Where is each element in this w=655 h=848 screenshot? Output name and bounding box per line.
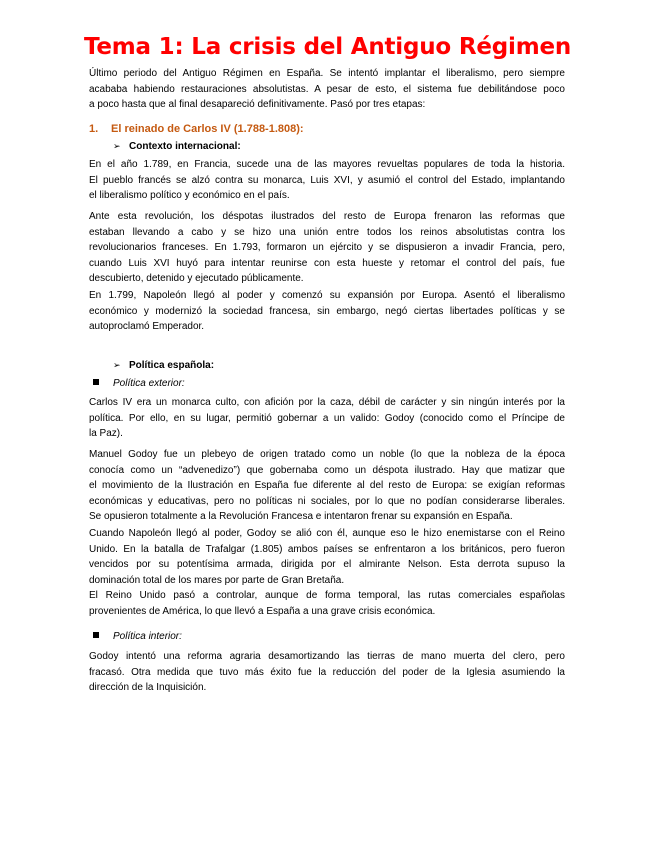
text-line: El Reino Unido pasó a controlar, aunque de forma temporal, las rutas comerciales españolas bbox=[89, 590, 565, 601]
text-line: Ante esta revolución, los déspotas ilustrados del resto de Europa frenaron las reformas que bbox=[89, 211, 565, 222]
text-line: cuando Luis XVI huyó para intentar reunirse con esta hueste y retomar el control del país, fue bbox=[89, 257, 565, 269]
section-heading-carlos-iv bbox=[89, 121, 304, 137]
text-line: descubierto, detenido y ejecutado públicamente. bbox=[89, 273, 304, 284]
text-line: dirección de la Inquisición. bbox=[89, 682, 207, 693]
bullet-politica-exterior bbox=[93, 376, 185, 391]
arrow-bullet-icon: ➢ bbox=[113, 360, 121, 370]
intro-paragraph bbox=[89, 66, 565, 113]
text-line: Carlos IV era un monarca culto, con afición por la caza, débil de carácter y sin ningún interés por la bbox=[89, 397, 565, 408]
paragraph-exterior-2 bbox=[89, 447, 565, 525]
text-line: la Paz). bbox=[89, 428, 123, 439]
text-line: vencidos por su potentísima armada, dirigida por el almirante Nelson. Esta derrota supuso la bbox=[89, 559, 565, 570]
text-line: económico y modernizó la sociedad francesa, sin embargo, negó ciertas libertades políticas y se bbox=[89, 305, 565, 317]
paragraph-exterior-3 bbox=[89, 526, 565, 588]
square-bullet-icon bbox=[93, 379, 99, 385]
text-line: acababa habiendo restauraciones absolutistas. A pesar de esto, el sistema fue debilitándose poco bbox=[89, 83, 565, 95]
page-title: Tema 1: La crisis del Antiguo Régimen bbox=[83, 34, 572, 60]
text-line: política. Por ello, en su lugar, permitió gobernar a un valido: Godoy (conocido como el Príncipe de bbox=[89, 412, 565, 424]
paragraph-interior bbox=[89, 649, 565, 696]
square-bullet-icon bbox=[93, 632, 99, 638]
text-line: El pueblo francés se alzó contra su monarca, Luis XVI, y asumió el control del Estado, implantando bbox=[89, 174, 565, 186]
text-line: provenientes de América, lo que llevó a España a una grave crisis económica. bbox=[89, 605, 436, 617]
section-number: 1. bbox=[89, 123, 99, 135]
text-line: económicas y educativas, pero no políticas ni sociales, por lo que no podían considerarse liberales. bbox=[89, 495, 565, 507]
text-line: autoproclamó Emperador. bbox=[89, 321, 205, 332]
paragraph-exterior-4 bbox=[89, 588, 565, 619]
subheading-label: Política española: bbox=[129, 360, 215, 371]
paragraph-contexto-3 bbox=[89, 288, 565, 335]
bullet-label: Política exterior: bbox=[113, 378, 185, 389]
bullet-politica-interior bbox=[93, 629, 182, 644]
arrow-bullet-icon: ➢ bbox=[113, 141, 121, 151]
text-line: dominación total de los mares por parte de Gran Bretaña. bbox=[89, 574, 345, 586]
section-heading-text: El reinado de Carlos IV (1.788-1.808): bbox=[111, 123, 304, 135]
subheading-contexto-internacional bbox=[113, 139, 241, 154]
subheading-politica-espanola bbox=[113, 358, 214, 373]
bullet-label: Política interior: bbox=[113, 631, 182, 642]
paragraph-exterior-1 bbox=[89, 395, 565, 442]
text-line: a poco hasta que al final desapareció definitivamente. Pasó por tres etapas: bbox=[89, 99, 426, 110]
text-line: Se opusieron totalmente a la Revolución Francesa e intentaron frenar su expansión en España. bbox=[89, 511, 513, 522]
text-line: el movimiento de la Ilustración en España fue diferente al del resto de Europa: se exigían reformas bbox=[89, 480, 565, 491]
subheading-label: Contexto internacional: bbox=[129, 141, 241, 152]
text-line: En el año 1.789, en Francia, sucede una de las mayores revueltas populares de toda la historia. bbox=[89, 159, 565, 170]
text-line: conocía como un “advenedizo”) que gobernaba como un déspota ilustrado. Hay que matizar que bbox=[89, 464, 565, 476]
text-line: estaban llevando a cabo y se hizo una unión entre todos los reinos absolutistas contra los bbox=[89, 226, 565, 238]
text-line: Unido. En la batalla de Trafalgar (1.805) ambos países se enfrentaron a los británicos, pero fueron bbox=[89, 543, 565, 555]
paragraph-contexto-1 bbox=[89, 157, 565, 204]
text-line: el liberalismo político y económico en el país. bbox=[89, 190, 290, 201]
text-line: fracasó. Otra medida que tuvo más éxito fue la reducción del poder de la Iglesia asumiendo la bbox=[89, 666, 565, 678]
text-line: Último periodo del Antiguo Régimen en España. Se intentó implantar el liberalismo, pero siempre bbox=[89, 68, 565, 79]
paragraph-contexto-2 bbox=[89, 209, 565, 287]
text-line: En 1.799, Napoleón llegó al poder y comenzó su expansión por Europa. Asentó el liberalismo bbox=[89, 290, 565, 301]
text-line: Manuel Godoy fue un plebeyo de origen tratado como un noble (lo que la nobleza de la época bbox=[89, 449, 565, 460]
text-line: revolucionarios franceses. En 1.793, formaron un ejército y se dispusieron a invadir Francia, pero, bbox=[89, 242, 565, 253]
text-line: Cuando Napoleón llegó al poder, Godoy se alió con él, aunque eso le hizo enemistarse con el Reino bbox=[89, 528, 565, 539]
text-line: Godoy intentó una reforma agraria desamortizando las tierras de mano muerta del clero, pero bbox=[89, 651, 565, 662]
